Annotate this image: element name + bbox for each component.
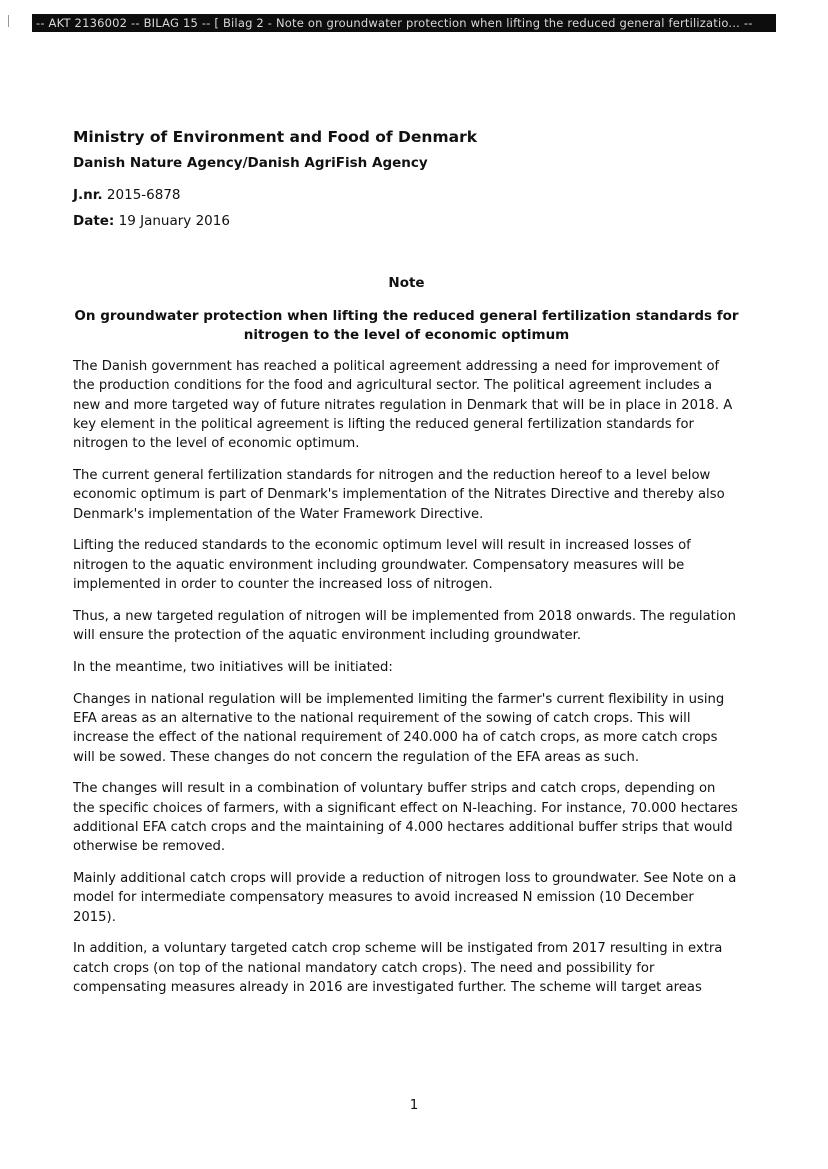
journal-number	[73, 187, 740, 203]
paragraph-national-regulation-changes: Changes in national regulation will be implemented limiting the farmer's current flexibility in using EFA areas as an alternative to the national requirement of the sowing of catch crops. This will increase the effect of the national requirement of 240.000 ha of catch crops, as more catch crops will be sowed. These changes do not concern the regulation of the EFA areas as such.	[73, 691, 725, 765]
paragraph-lifting-standards: Lifting the reduced standards to the economic optimum level will result in increased losses of nitrogen to the aquatic environment including groundwater. Compensatory measures will be implemented in order to counter the increased loss of nitrogen.	[73, 538, 691, 592]
document-body	[73, 128, 740, 1010]
agency-names: Danish Nature Agency/Danish AgriFish Agency	[73, 155, 428, 171]
organization-name: Ministry of Environment and Food of Denmark	[73, 128, 478, 146]
journal-number-label: J.nr.	[73, 187, 103, 203]
paragraph-voluntary-scheme: In addition, a voluntary targeted catch crop scheme will be instigated from 2017 resulting in extra catch crops (on top of the national mandatory catch crops). The need and possibility for compensating measures already in 2016 are investigated further. The scheme will target areas	[73, 941, 723, 996]
date-label: Date:	[73, 213, 115, 229]
date-value: 19 January 2016	[118, 213, 230, 229]
header-bar-text: -- AKT 2136002 -- BILAG 15 -- [ Bilag 2 - Note on groundwater protection when lifting the reduced general fertilizatio... --	[36, 16, 753, 30]
note-title: Note	[388, 275, 425, 291]
document-date	[73, 213, 740, 229]
note-subject: On groundwater protection when lifting the reduced general fertilization standards for nitrogen to the level of economic optimum	[74, 308, 739, 343]
paragraph-new-regulation: Thus, a new targeted regulation of nitrogen will be implemented from 2018 onwards. The regulation will ensure the protection of the aquatic environment including groundwater.	[73, 608, 736, 644]
document-header-bar	[32, 14, 776, 32]
paragraph-current-standards: The current general fertilization standards for nitrogen and the reduction hereof to a level below economic optimum is part of Denmark's implementation of the Nitrates Directive and thereby also Denmark's implementation of the Water Framework Directive.	[73, 467, 725, 522]
paragraph-political-agreement: The Danish government has reached a political agreement addressing a need for improvement of the production conditions for the food and agricultural sector. The political agreement includes a new and more targeted way of future nitrates regulation in Denmark that will be in place in 2018. A key element in the political agreement is lifting the reduced general fertilization standards for nitrogen to the level of economic optimum.	[73, 359, 733, 452]
journal-number-value: 2015-6878	[106, 187, 181, 203]
paragraph-initiatives-intro: In the meantime, two initiatives will be initiated:	[73, 659, 393, 675]
paragraph-buffer-strips: The changes will result in a combination of voluntary buffer strips and catch crops, depending on the specific choices of farmers, with a significant effect on N-leaching. For instance, 70.000 hectares additional EFA catch crops and the maintaining of 4.000 hectares additional buffer strips that would otherwise be removed.	[73, 781, 738, 855]
scan-edge-mark	[8, 15, 9, 27]
paragraph-catch-crops: Mainly additional catch crops will provide a reduction of nitrogen loss to groundwater. See Note on a model for intermediate compensatory measures to avoid increased N emission (10 December 2015).	[73, 871, 737, 925]
page-number: 1	[409, 1097, 419, 1113]
